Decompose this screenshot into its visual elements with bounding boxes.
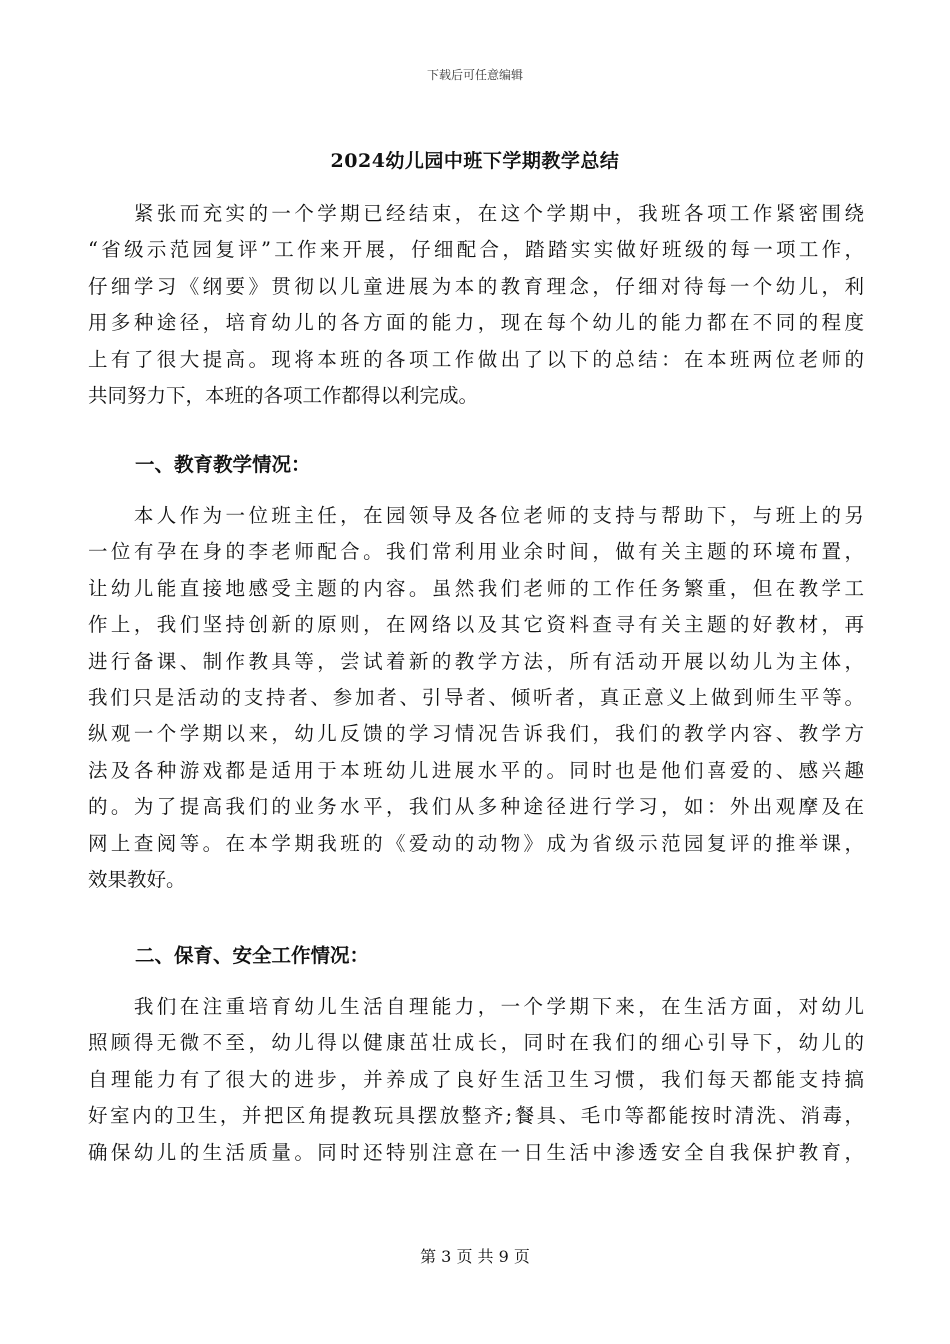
text-line: 本人作为一位班主任，在园领导及各位老师的支持与帮助下，与班上的另 [88,504,864,527]
text-line: 共同努力下，本班的各项工作都得以利完成。 [88,383,479,407]
text-line: 作上，我们坚持创新的原则，在网络以及其它资料查寻有关主题的好教材，再 [88,613,864,637]
document-title: 2024幼儿园中班下学期教学总结 [330,150,620,172]
text-line: 上有了很大提高。现将本班的各项工作做出了以下的总结：在本班两位老师的 [88,347,864,371]
text-line: 仔细学习《纲要》贯彻以儿童进展为本的教育理念，仔细对待每一个幼儿，利 [88,274,864,298]
text-line: 照顾得无微不至，幼儿得以健康茁壮成长，同时在我们的细心引导下，幼儿的 [88,1031,864,1055]
text-line: 我们只是活动的支持者、参加者、引导者、倾听者，真正意义上做到师生平等。 [88,685,864,709]
section-heading-care-safety: 二、保育、安全工作情况： [135,944,370,967]
section-heading-teaching: 一、教育教学情况： [135,453,311,476]
text-line: 确保幼儿的生活质量。同时还特别注意在一日生活中渗透安全自我保护教育， [88,1140,864,1164]
care-safety-paragraph [88,989,864,1171]
text-line: 纵观一个学期以来，幼儿反馈的学习情况告诉我们，我们的教学内容、教学方 [88,722,864,746]
text-line: 让幼儿能直接地感受主题的内容。虽然我们老师的工作任务繁重，但在教学工 [88,576,864,600]
page-number-footer: 第 3 页 共 9 页 [420,1247,530,1266]
text-line: 效果教好。 [88,867,186,891]
text-line: “省级示范园复评”工作来开展，仔细配合，踏踏实实做好班级的每一项工作， [88,238,864,262]
header-note: 下载后可任意编辑 [426,68,523,82]
text-line: 进行备课、制作教具等，尝试着新的教学方法，所有活动开展以幼儿为主体， [88,649,864,673]
text-line: 法及各种游戏都是适用于本班幼儿进展水平的。同时也是他们喜爱的、感兴趣 [88,758,864,782]
text-line: 自理能力有了很大的进步，并养成了良好生活卫生习惯，我们每天都能支持搞 [88,1067,864,1091]
text-line: 我们在注重培育幼儿生活自理能力，一个学期下来，在生活方面，对幼儿 [88,995,864,1018]
text-line: 紧张而充实的一个学期已经结束，在这个学期中，我班各项工作紧密围绕 [88,202,864,225]
text-line: 一位有孕在身的李老师配合。我们常利用业余时间，做有关主题的环境布置， [88,540,864,564]
text-line: 好室内的卫生，并把区角提教玩具摆放整齐;餐具、毛巾等都能按时清洗、消毒， [88,1104,864,1128]
text-line: 用多种途径，培育幼儿的各方面的能力，现在每个幼儿的能力都在不同的程度 [88,311,864,335]
text-line: 的。为了提高我们的业务水平，我们从多种途径进行学习，如：外出观摩及在 [88,795,864,819]
text-line: 网上查阅等。在本学期我班的《爱动的动物》成为省级示范园复评的推举课， [88,831,864,855]
intro-paragraph [88,196,864,414]
teaching-paragraph [88,498,864,898]
